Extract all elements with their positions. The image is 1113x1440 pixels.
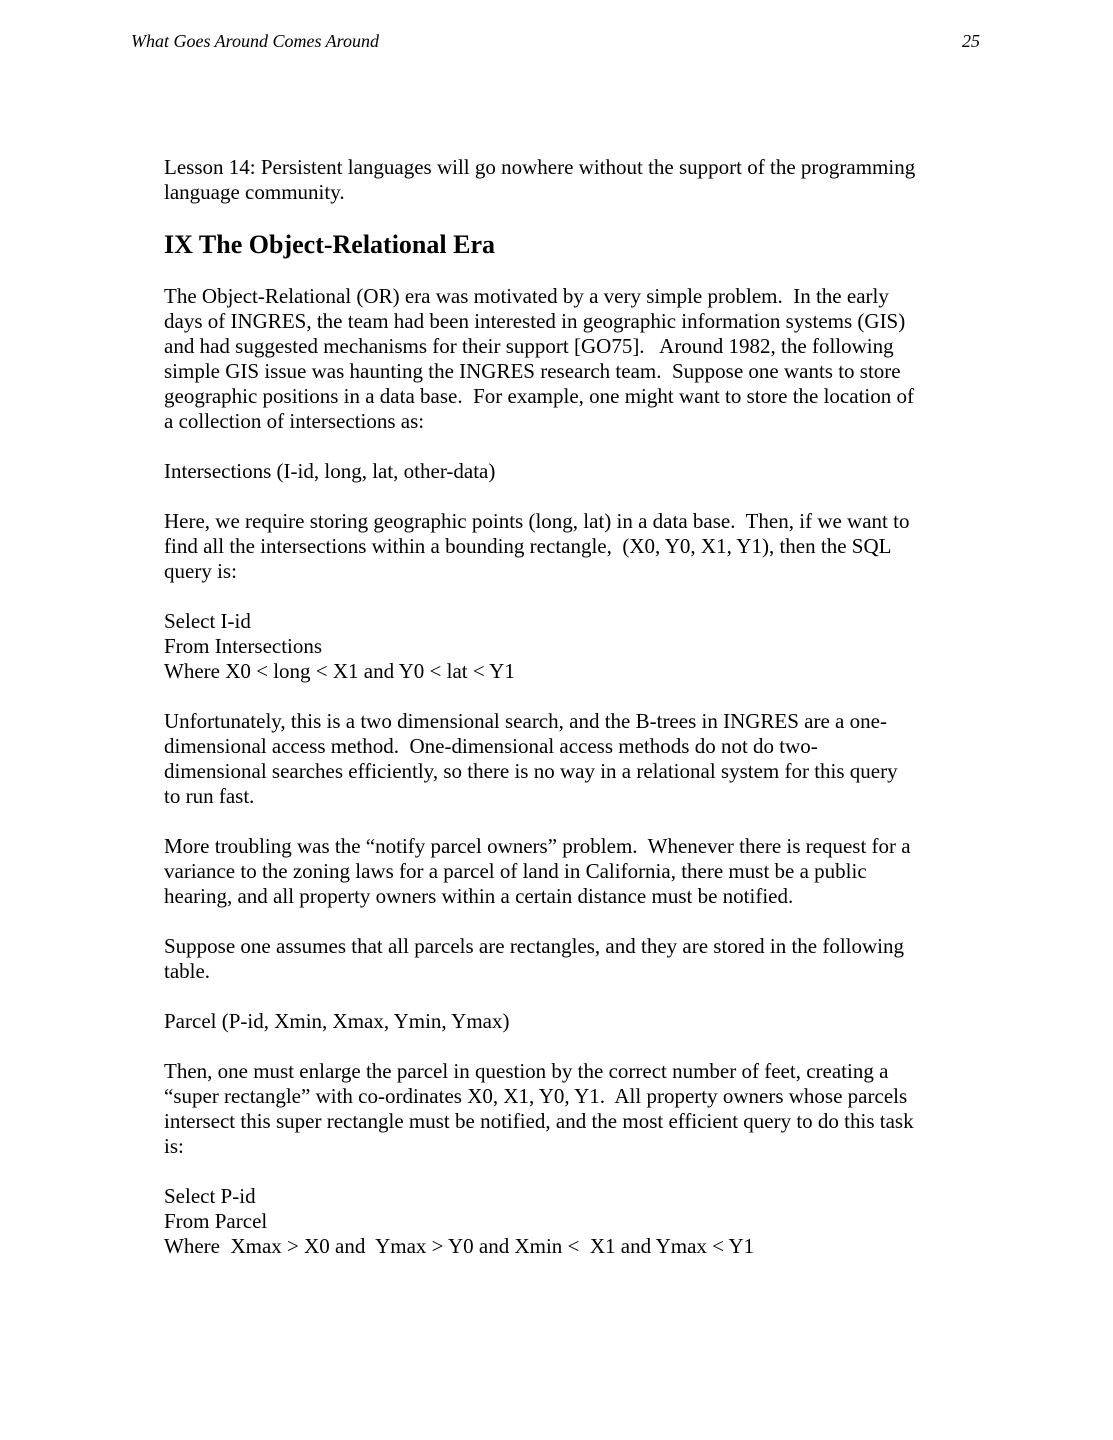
query-line: Where Xmax > X0 and Ymax > Y0 and Xmin < X1 and Ymax < Y1 (164, 1234, 755, 1258)
paragraph-line: More troubling was the “notify parcel owners” problem. Whenever there is request for a (164, 834, 911, 858)
lesson-14-statement (164, 155, 954, 205)
paragraph-line: and had suggested mechanisms for their support [GO75]. Around 1982, the following (164, 334, 894, 358)
paragraph-line: a collection of intersections as: (164, 409, 425, 433)
paragraph-line: Suppose one assumes that all parcels are rectangles, and they are stored in the following (164, 934, 905, 958)
paragraph-line: “super rectangle” with co-ordinates X0, X1, Y0, Y1. All property owners whose parcels (164, 1084, 908, 1108)
paragraph-line: The Object-Relational (OR) era was motivated by a very simple problem. In the early (164, 284, 889, 308)
paragraph-line: Here, we require storing geographic points (long, lat) in a data base. Then, if we want to (164, 509, 910, 533)
schema-line: Parcel (P-id, Xmin, Xmax, Ymin, Ymax) (164, 1009, 510, 1033)
running-head-title: What Goes Around Comes Around (131, 31, 380, 51)
lesson-line: Lesson 14: Persistent languages will go nowhere without the support of the programming (164, 155, 916, 179)
paragraph-line: query is: (164, 559, 237, 583)
paragraph-notify-parcel-owners (164, 834, 954, 909)
query-line: Select P-id (164, 1184, 256, 1208)
paragraph-two-dimensional-search (164, 709, 954, 809)
paragraph-line: geographic positions in a data base. For example, one might want to store the location of (164, 384, 914, 408)
query-line: From Intersections (164, 634, 323, 658)
query-line: Select I-id (164, 609, 251, 633)
schema-parcel (164, 1009, 954, 1034)
paragraph-line: Then, one must enlarge the parcel in question by the correct number of feet, creating a (164, 1059, 889, 1083)
page-number: 25 (962, 31, 980, 51)
sql-query-intersections (164, 609, 954, 684)
paragraph-line: intersect this super rectangle must be notified, and the most efficient query to do this task (164, 1109, 914, 1133)
paragraph-line: simple GIS issue was haunting the INGRES research team. Suppose one wants to store (164, 359, 901, 383)
page-body (164, 155, 954, 1284)
paragraph-line: find all the intersections within a bounding rectangle, (X0, Y0, X1, Y1), then the SQL (164, 534, 892, 558)
query-line: Where X0 < long < X1 and Y0 < lat < Y1 (164, 659, 515, 683)
schema-intersections (164, 459, 954, 484)
paragraph-line: variance to the zoning laws for a parcel of land in California, there must be a public (164, 859, 867, 883)
paragraph-parcel-rectangles (164, 934, 954, 984)
paragraph-line: hearing, and all property owners within a certain distance must be notified. (164, 884, 794, 908)
paragraph-line: is: (164, 1134, 184, 1158)
sql-query-parcel (164, 1184, 954, 1259)
query-line: From Parcel (164, 1209, 268, 1233)
paragraph-line: Unfortunately, this is a two dimensional search, and the B-trees in INGRES are a one- (164, 709, 887, 733)
schema-line: Intersections (I-id, long, lat, other-data) (164, 459, 496, 483)
paragraph-geographic-points (164, 509, 954, 584)
lesson-line: language community. (164, 180, 345, 204)
paragraph-super-rectangle (164, 1059, 954, 1159)
paragraph-line: to run fast. (164, 784, 255, 808)
paragraph-line: dimensional searches efficiently, so there is no way in a relational system for this query (164, 759, 898, 783)
paragraph-line: days of INGRES, the team had been interested in geographic information systems (GIS) (164, 309, 906, 333)
paragraph-line: table. (164, 959, 211, 983)
paragraph-line: dimensional access method. One-dimensional access methods do not do two- (164, 734, 818, 758)
paragraph-or-era-intro (164, 284, 954, 434)
section-heading: IX The Object-Relational Era (164, 230, 495, 259)
